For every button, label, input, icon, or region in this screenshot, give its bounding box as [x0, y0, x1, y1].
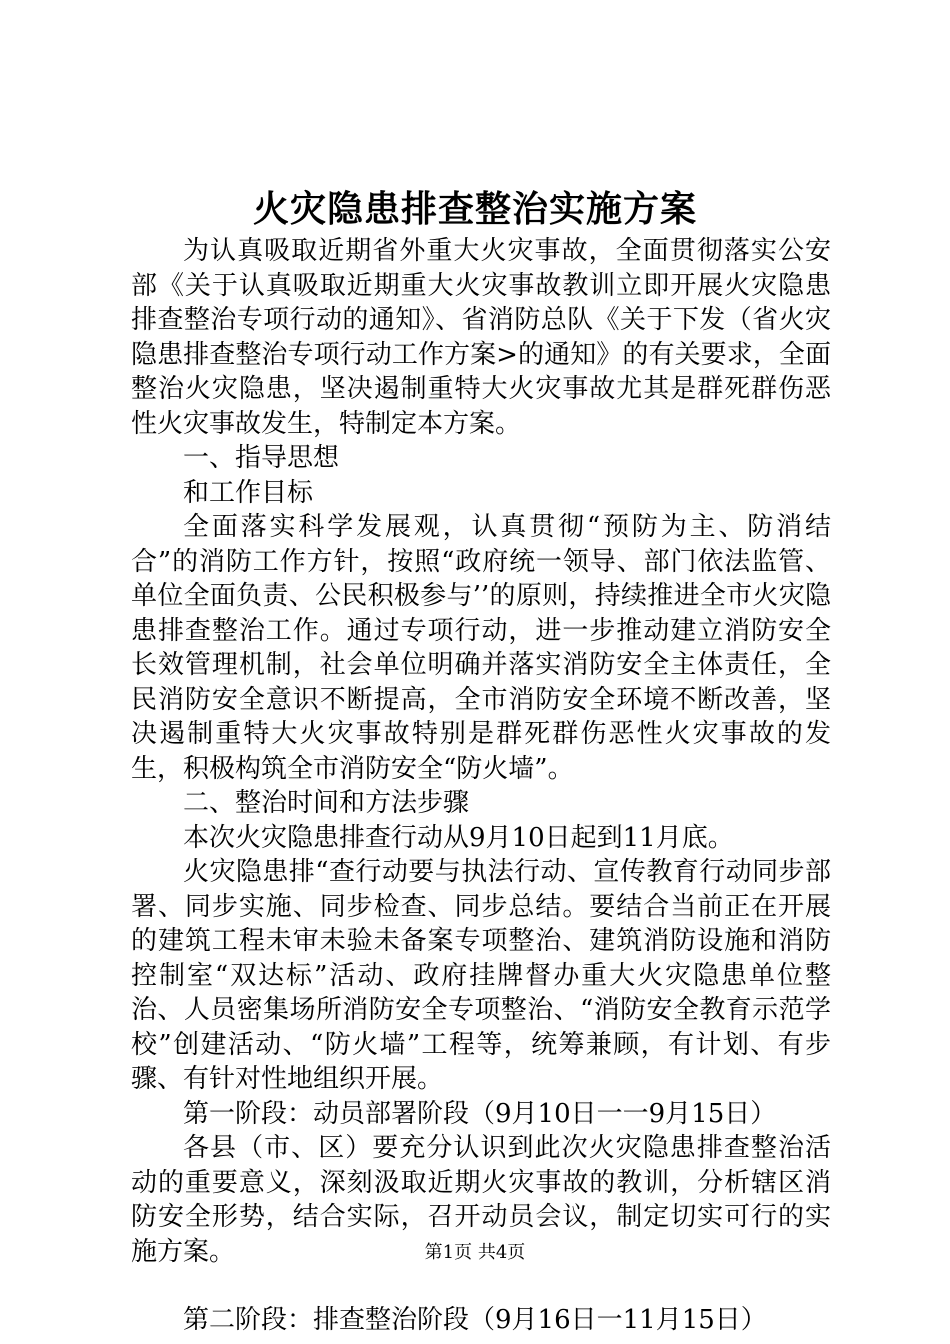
document-title: 火灾隐患排查整治实施方案	[252, 188, 697, 230]
paragraph-guiding-thought: 全面落实科学发展观，认真贯彻“预防为主、防消结合”的消防工作方针，按照“政府统一领导、部门依法监管、单位全面负责、公民积极参与’’的原则，持续推进全市火灾隐患排查整治工作。通过专项行动，进一步推动建立消防安全长效管理机制，社会单位明确并落实消防安全主体责任，全民消防安全意识不断提高，全市消防安全环境不断改善，坚决遏制重特大火灾事故特别是群死群伤恶性火灾事故的发生，积极构筑全市消防安全“防火墙”。	[131, 512, 831, 784]
section-heading-timeline: 二、整治时间和方法步骤	[183, 788, 470, 818]
phase-heading-two: 第二阶段：排查整治阶段（9月16日一11月15日）	[183, 1305, 767, 1335]
paragraph-coordination: 火灾隐患排“查行动要与执法行动、宣传教育行动同步部署、同步实施、同步检查、同步总结。要结合当前正在开展的建筑工程未审未验未备案专项整治、建筑消防设施和消防控制室“双达标”活动、政府挂牌督办重大火灾隐患单位整治、人员密集场所消防安全专项整治、“消防安全教育示范学校”创建活动、“防火墙”工程等，统筹兼顾，有计划、有步骤、有针对性地组织开展。	[131, 857, 831, 1094]
phase-heading-one: 第一阶段：动员部署阶段（9月10日一一9月15日）	[183, 1098, 777, 1129]
section-heading-work-goal: 和工作目标	[183, 477, 314, 508]
paragraph-intro: 为认真吸取近期省外重大火灾事故，全面贯彻落实公安部《关于认真吸取近期重大火灾事故教训立即开展火灾隐患排查整治专项行动的通知》、省消防总队《关于下发（省火灾隐患排查整治专项行动工作方案>的通知》的有关要求，全面整治火灾隐患，坚决遏制重特大火灾事故尤其是群死群伤恶性火灾事故发生，特制定本方案。	[131, 236, 831, 439]
document-body	[131, 234, 831, 1338]
paragraph-timeline: 本次火灾隐患排查行动从9月10日起到11月底。	[183, 822, 734, 853]
section-heading-guiding-thought: 一、指导思想	[183, 443, 340, 473]
paragraph-phase-one: 各县（市、区）要充分认识到此次火灾隐患排查整治活动的重要意义，深刻汲取近期火灾事故的教训，分析辖区消防安全形势，结合实际，召开动员会议，制定切实可行的实施方案。	[131, 1133, 831, 1267]
page-footer: 第1页 共4页	[424, 1242, 526, 1263]
